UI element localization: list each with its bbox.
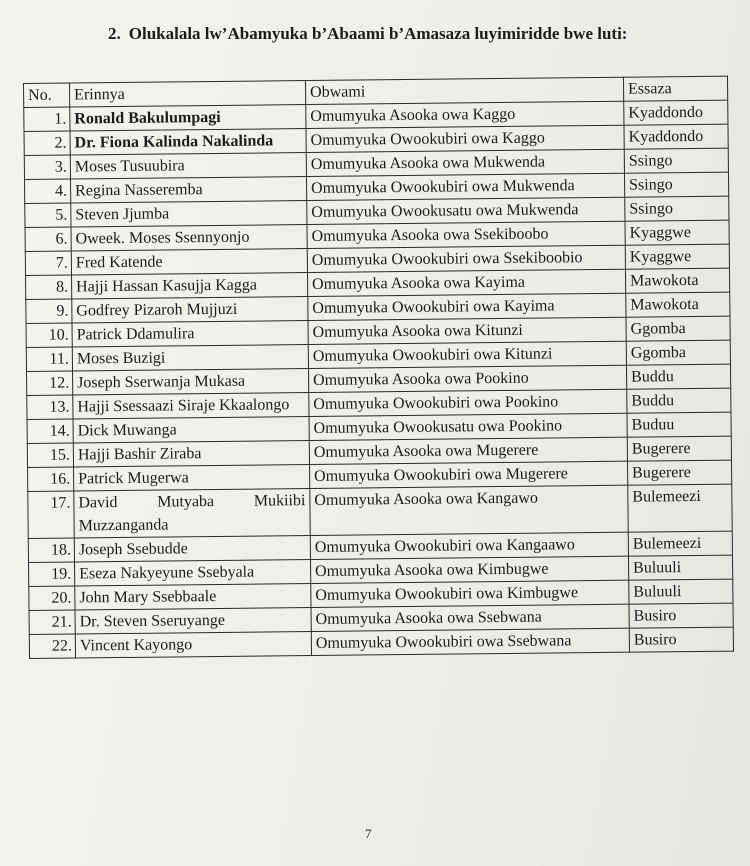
row-title: Omumyuka Asooka owa Kaggo bbox=[306, 101, 624, 128]
row-number: 10. bbox=[26, 323, 72, 347]
row-title: Omumyuka Asooka owa Ssekiboobo bbox=[307, 221, 625, 248]
row-number: 3. bbox=[24, 155, 70, 179]
row-title: Omumyuka Asooka owa Pookino bbox=[309, 365, 627, 392]
row-county: Busiro bbox=[629, 603, 733, 628]
row-name: Moses Buzigi bbox=[72, 345, 308, 371]
row-number: 22. bbox=[29, 634, 75, 658]
row-number: 16. bbox=[28, 467, 74, 491]
row-name: Godfrey Pizaroh Mujjuzi bbox=[72, 297, 308, 323]
row-county: Bugerere bbox=[627, 460, 731, 485]
row-title: Omumyuka Owookubiri owa Ssebwana bbox=[311, 628, 629, 655]
row-name: Hajji Hassan Kasujja Kagga bbox=[72, 273, 308, 299]
row-title: Omumyuka Owookusatu owa Mukwenda bbox=[307, 197, 625, 224]
row-county: Busiro bbox=[629, 627, 733, 652]
row-title: Omumyuka Owookubiri owa Ssekiboobio bbox=[307, 245, 625, 272]
section-number: 2. bbox=[108, 24, 121, 43]
row-number: 18. bbox=[28, 538, 74, 562]
row-name: Oweek. Moses Ssennyonjo bbox=[71, 225, 307, 251]
row-title: Omumyuka Asooka owa Kangawo bbox=[310, 485, 628, 535]
row-county: Buddu bbox=[627, 388, 731, 413]
row-title: Omumyuka Owookubiri owa Kimbugwe bbox=[311, 580, 629, 607]
row-number: 4. bbox=[25, 179, 71, 203]
row-number: 2. bbox=[24, 131, 70, 155]
row-number: 17. bbox=[28, 491, 74, 538]
row-title: Omumyuka Owookubiri owa Pookino bbox=[309, 389, 627, 416]
row-name: Moses Tusuubira bbox=[70, 153, 306, 179]
row-name: Dr. Fiona Kalinda Nakalinda bbox=[70, 129, 306, 155]
row-title: Omumyuka Owookubiri owa Kayima bbox=[308, 293, 626, 320]
row-title: Omumyuka Owookubiri owa Kaggo bbox=[306, 125, 624, 152]
row-name: Joseph Ssebudde bbox=[74, 536, 310, 562]
row-county: Ggomba bbox=[626, 340, 730, 365]
row-name: Eseza Nakyeyune Ssebyala bbox=[75, 560, 311, 586]
header-name: Erinnya bbox=[70, 81, 306, 107]
row-name: Joseph Sserwanja Mukasa bbox=[73, 369, 309, 395]
page-number: 7 bbox=[365, 826, 372, 841]
row-number: 8. bbox=[26, 275, 72, 299]
header-title: Obwami bbox=[305, 77, 623, 104]
row-title: Omumyuka Asooka owa Mukwenda bbox=[306, 149, 624, 176]
header-no: No. bbox=[24, 83, 70, 107]
row-title: Omumyuka Asooka owa Mugerere bbox=[309, 437, 627, 464]
row-title: Omumyuka Owookusatu owa Pookino bbox=[309, 413, 627, 440]
row-county: Ssingo bbox=[624, 172, 728, 197]
row-number: 7. bbox=[25, 251, 71, 275]
row-county: Buluuli bbox=[629, 579, 733, 604]
row-county: Bulemeezi bbox=[628, 484, 732, 532]
row-title: Omumyuka Owookubiri owa Kangaawo bbox=[310, 532, 628, 559]
row-name: Steven Jjumba bbox=[71, 201, 307, 227]
row-county: Mawokota bbox=[626, 292, 730, 317]
row-county: Ggomba bbox=[626, 316, 730, 341]
row-number: 19. bbox=[29, 562, 75, 586]
row-county: Ssingo bbox=[625, 196, 729, 221]
row-number: 11. bbox=[26, 347, 72, 371]
row-name: John Mary Ssebbaale bbox=[75, 584, 311, 610]
row-number: 6. bbox=[25, 227, 71, 251]
row-title: Omumyuka Asooka owa Kitunzi bbox=[308, 317, 626, 344]
section-title: Olukalala lw’Abamyuka b’Abaami b’Amasaza luyimiridde bwe luti: bbox=[128, 24, 628, 43]
row-name: Vincent Kayongo bbox=[75, 632, 311, 658]
members-table bbox=[23, 76, 734, 659]
row-name: Fred Katende bbox=[71, 249, 307, 275]
row-name: David Mutyaba Mukiibi Muzzanganda bbox=[74, 489, 310, 538]
row-county: Buddu bbox=[626, 364, 730, 389]
row-county: Buduu bbox=[627, 412, 731, 437]
row-county: Ssingo bbox=[624, 148, 728, 173]
header-county: Essaza bbox=[623, 76, 727, 101]
row-county: Buluuli bbox=[628, 555, 732, 580]
row-title: Omumyuka Owookubiri owa Mugerere bbox=[310, 461, 628, 488]
row-number: 5. bbox=[25, 203, 71, 227]
row-name: Hajji Ssessaazi Siraje Kkaalongo bbox=[73, 393, 309, 419]
row-county: Bugerere bbox=[627, 436, 731, 461]
section-heading bbox=[108, 22, 668, 46]
table-body bbox=[24, 100, 734, 658]
row-county: Kyaddondo bbox=[624, 100, 728, 125]
row-county: Kyaddondo bbox=[624, 124, 728, 149]
row-name: Ronald Bakulumpagi bbox=[70, 105, 306, 131]
row-name: Dr. Steven Sseruyange bbox=[75, 608, 311, 634]
row-county: Kyaggwe bbox=[625, 244, 729, 269]
row-title: Omumyuka Owookubiri owa Mukwenda bbox=[306, 173, 624, 200]
row-title: Omumyuka Asooka owa Kimbugwe bbox=[311, 556, 629, 583]
row-name: Regina Nasseremba bbox=[71, 177, 307, 203]
row-number: 12. bbox=[27, 371, 73, 395]
row-name: Patrick Ddamulira bbox=[72, 321, 308, 347]
row-county: Kyaggwe bbox=[625, 220, 729, 245]
row-number: 9. bbox=[26, 299, 72, 323]
row-number: 21. bbox=[29, 610, 75, 634]
row-number: 20. bbox=[29, 586, 75, 610]
row-number: 14. bbox=[27, 419, 73, 443]
row-county: Mawokota bbox=[625, 268, 729, 293]
row-title: Omumyuka Asooka owa Ssebwana bbox=[311, 604, 629, 631]
row-title: Omumyuka Asooka owa Kayima bbox=[308, 269, 626, 296]
row-name: Patrick Mugerwa bbox=[74, 465, 310, 491]
row-title: Omumyuka Owookubiri owa Kitunzi bbox=[308, 341, 626, 368]
row-name: Hajji Bashir Ziraba bbox=[73, 441, 309, 467]
row-name: Dick Muwanga bbox=[73, 417, 309, 443]
row-county: Bulemeezi bbox=[628, 531, 732, 556]
row-number: 1. bbox=[24, 107, 70, 131]
table-row bbox=[28, 484, 732, 538]
row-number: 13. bbox=[27, 395, 73, 419]
row-number: 15. bbox=[27, 443, 73, 467]
